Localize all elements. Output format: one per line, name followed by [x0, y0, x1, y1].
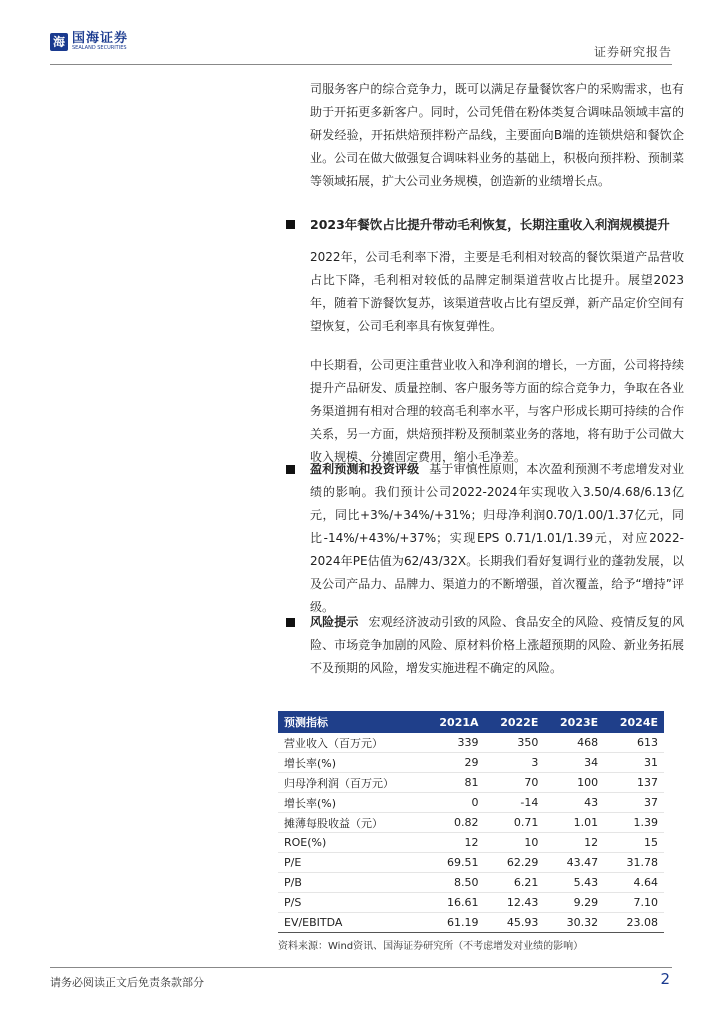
table-cell: -14 [485, 793, 545, 813]
forecast-table-block [278, 711, 664, 952]
table-row [278, 793, 664, 813]
table-cell: 29 [424, 753, 485, 773]
table-row [278, 813, 664, 833]
table-cell: 12.43 [485, 893, 545, 913]
table-cell: 34 [544, 753, 604, 773]
table-cell: 5.43 [544, 873, 604, 893]
footer-disclaimer: 请务必阅读正文后免责条款部分 [50, 976, 204, 989]
table-cell: 12 [544, 833, 604, 853]
table-cell: 0 [424, 793, 485, 813]
table-cell: 15 [604, 833, 664, 853]
table-header-cell: 预测指标 [278, 711, 424, 733]
table-row-label: P/S [278, 893, 424, 913]
table-cell: 62.29 [485, 853, 545, 873]
table-cell: 10 [485, 833, 545, 853]
intro-block [310, 78, 684, 193]
table-cell: 31 [604, 753, 664, 773]
table-cell: 1.39 [604, 813, 664, 833]
table-cell: 16.61 [424, 893, 485, 913]
table-header-cell: 2022E [485, 711, 545, 733]
section1-body [310, 246, 684, 469]
table-row [278, 773, 664, 793]
table-row-label: 营业收入（百万元） [278, 733, 424, 753]
section2-title: 盈利预测和投资评级 [310, 462, 420, 476]
bullet-square-icon [286, 618, 295, 627]
table-row [278, 913, 664, 933]
forecast-table [278, 711, 664, 933]
table-row-label: 增长率(%) [278, 793, 424, 813]
section2-text: 基于审慎性原则，本次盈利预测不考虑增发对业绩的影响。我们预计公司2022-2024年实现收入3.50/4.68/6.13亿元，同比+3%/+34%/+31%；归母净利润0.70/1.00/1.37亿元，同比-14%/+43%/+37%；实现EPS 0.71/1.01/1.39元，对应2022-2024年PE估值为62/43/32X。长期我们看好复调行业的蓬勃发展，以及公司产品力、品牌力、渠道力的不断增强，首次覆盖，给予“增持”评级。 [310, 462, 684, 614]
table-header-cell: 2021A [424, 711, 485, 733]
section1-para1: 2022年，公司毛利率下滑，主要是毛利相对较高的餐饮渠道产品营收占比下降，毛利相对较低的品牌定制渠道营收占比提升。展望2023年，随着下游餐饮复苏，该渠道营收占比有望反弹，新产品定价空间有望恢复，公司毛利率具有恢复弹性。 [310, 250, 684, 333]
table-cell: 613 [604, 733, 664, 753]
table-row [278, 753, 664, 773]
table-cell: 23.08 [604, 913, 664, 933]
section1-para2: 中长期看，公司更注重营业收入和净利润的增长，一方面，公司将持续提升产品研发、质量控制、客户服务等方面的综合竞争力，争取在各业务渠道拥有相对合理的较高毛利率水平，与客户形成长期可持续的合作关系，另一方面，烘焙预拌粉及预制菜业务的落地，将有助于公司做大收入规模、分摊固定费用，缩小毛净差。 [310, 358, 684, 464]
report-type: 证券研究报告 [593, 45, 672, 59]
section1-title: 2023年餐饮占比提升带动毛利恢复，长期注重收入利润规模提升 [310, 217, 670, 232]
table-header-cell: 2023E [544, 711, 604, 733]
section3-block [286, 611, 684, 680]
table-row-label: P/B [278, 873, 424, 893]
table-row-label: 摊薄每股收益（元） [278, 813, 424, 833]
table-row [278, 893, 664, 913]
logo-en-text: SEALAND SECURITIES [72, 45, 127, 51]
table-cell: 137 [604, 773, 664, 793]
section3-text: 宏观经济波动引致的风险、食品安全的风险、疫情反复的风险、市场竞争加剧的风险、原材料价格上涨超预期的风险、新业务拓展不及预期的风险，增发实施进程不确定的风险。 [310, 615, 684, 675]
table-cell: 8.50 [424, 873, 485, 893]
table-header-row [278, 711, 664, 733]
section3-title: 风险提示 [310, 615, 359, 629]
logo-cn-text: 国海证券 [72, 31, 129, 46]
table-cell: 350 [485, 733, 545, 753]
table-cell: 339 [424, 733, 485, 753]
table-cell: 1.01 [544, 813, 604, 833]
intro-paragraph: 司服务客户的综合竞争力，既可以满足存量餐饮客户的采购需求，也有助于开拓更多新客户。同时，公司凭借在粉体类复合调味品领域丰富的研发经验，开拓烘焙预拌粉产品线，主要面向B端的连锁烘焙和餐饮企业。公司在做大做强复合调味料业务的基础上，积极向预拌粉、预制菜等领域拓展，扩大公司业务规模，创造新的业绩增长点。 [310, 82, 684, 188]
table-cell: 45.93 [485, 913, 545, 933]
section2-block [286, 458, 684, 619]
logo-mark: 海 [50, 33, 68, 51]
table-row-label: 归母净利润（百万元） [278, 773, 424, 793]
table-cell: 100 [544, 773, 604, 793]
table-cell: 468 [544, 733, 604, 753]
table-cell: 12 [424, 833, 485, 853]
header-divider [50, 64, 672, 65]
table-row [278, 873, 664, 893]
company-logo [50, 32, 128, 51]
table-row [278, 833, 664, 853]
table-cell: 3 [485, 753, 545, 773]
table-source: 资料来源：Wind资讯、国海证券研究所（不考虑增发对业绩的影响） [278, 941, 584, 952]
table-cell: 6.21 [485, 873, 545, 893]
table-row-label: 增长率(%) [278, 753, 424, 773]
footer-divider [50, 967, 672, 968]
table-cell: 9.29 [544, 893, 604, 913]
table-cell: 43 [544, 793, 604, 813]
table-cell: 7.10 [604, 893, 664, 913]
bullet-square-icon [286, 465, 295, 474]
table-cell: 4.64 [604, 873, 664, 893]
table-cell: 61.19 [424, 913, 485, 933]
table-row-label: EV/EBITDA [278, 913, 424, 933]
table-header-cell: 2024E [604, 711, 664, 733]
table-cell: 0.71 [485, 813, 545, 833]
table-cell: 0.82 [424, 813, 485, 833]
table-row-label: ROE(%) [278, 833, 424, 853]
page-number: 2 [660, 970, 670, 988]
table-row-label: P/E [278, 853, 424, 873]
table-cell: 31.78 [604, 853, 664, 873]
table-cell: 81 [424, 773, 485, 793]
table-row [278, 733, 664, 753]
table-row [278, 853, 664, 873]
table-cell: 70 [485, 773, 545, 793]
bullet-square-icon [286, 220, 295, 229]
table-cell: 43.47 [544, 853, 604, 873]
table-cell: 37 [604, 793, 664, 813]
table-cell: 69.51 [424, 853, 485, 873]
table-cell: 30.32 [544, 913, 604, 933]
section1-heading [286, 213, 684, 236]
